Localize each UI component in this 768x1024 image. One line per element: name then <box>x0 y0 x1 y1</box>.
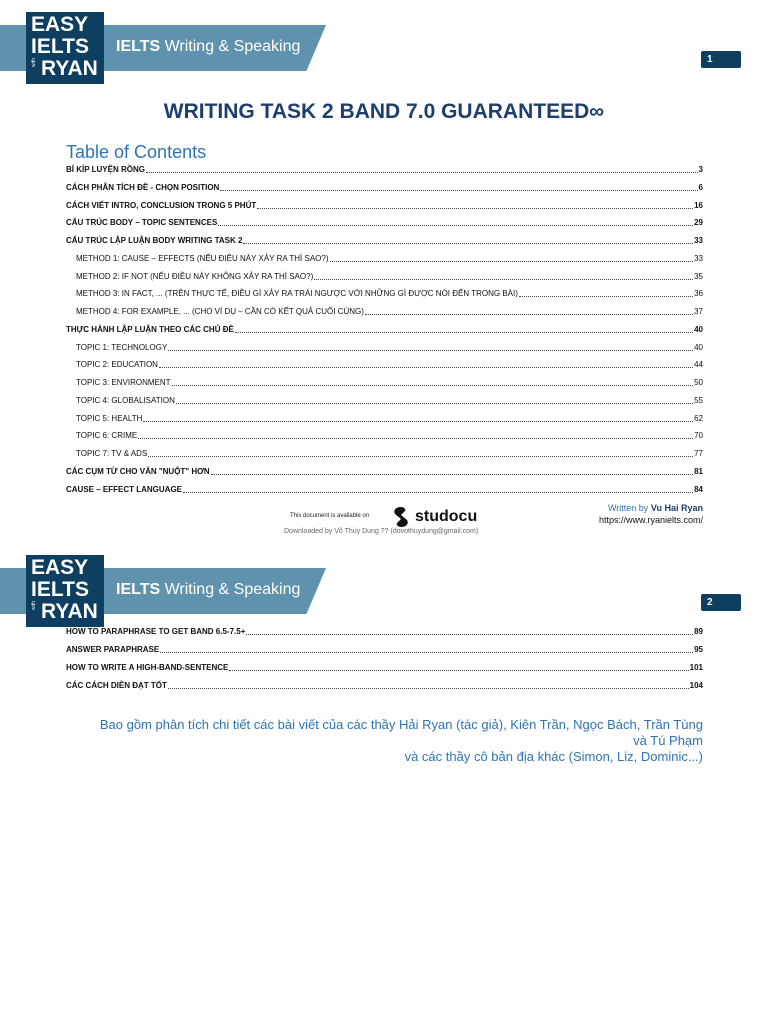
logo-line-ielts: IELTS <box>31 35 89 58</box>
studocu-brand-text: studocu <box>415 508 478 525</box>
toc-entry[interactable] <box>66 233 703 246</box>
toc-entry-page: 37 <box>694 307 703 316</box>
page1-header <box>0 0 768 90</box>
toc-leader-dots <box>172 384 694 386</box>
toc-entry[interactable] <box>66 624 703 637</box>
toc-entry-page: 36 <box>694 289 703 299</box>
toc-entry[interactable] <box>66 482 703 495</box>
toc-leader-dots <box>160 651 693 653</box>
toc-entry-page: 40 <box>694 342 703 352</box>
logo-line-ielts: IELTS <box>31 578 89 601</box>
toc-leader-dots <box>330 260 694 262</box>
toc-entry[interactable] <box>66 464 703 477</box>
toc-entry-title: CẤU TRÚC BODY – TOPIC SENTENCES <box>66 218 218 228</box>
toc-entry[interactable] <box>76 446 703 459</box>
toc-entry[interactable] <box>76 375 703 388</box>
header-tagline <box>116 37 300 57</box>
studocu-logo-icon <box>390 506 412 528</box>
toc-entry-title: METHOD 1: CAUSE – EFFECTS (NẾU ĐIỀU NÀY XẢY RA THÌ SAO?) <box>76 253 329 263</box>
toc-entry[interactable] <box>76 251 703 264</box>
page-number-badge: 1 <box>701 51 741 68</box>
page2-header <box>0 543 768 633</box>
logo-with: with <box>31 58 37 67</box>
toc-leader-dots <box>148 455 693 457</box>
toc-leader-dots <box>519 295 693 297</box>
toc-entry-page: 33 <box>694 253 703 263</box>
toc-entry[interactable] <box>76 393 703 406</box>
toc-leader-dots <box>211 473 693 475</box>
toc-leader-dots <box>168 349 693 351</box>
description <box>66 717 703 765</box>
toc-entry-page: 35 <box>694 271 703 281</box>
toc-entry-page: 50 <box>694 378 703 387</box>
toc-entry-title: CẤU TRÚC LẬP LUẬN BODY WRITING TASK 2 <box>66 236 243 245</box>
toc-leader-dots <box>246 633 693 635</box>
written-by-block <box>599 502 703 526</box>
toc-heading: Table of Contents <box>66 142 207 162</box>
toc-leader-dots <box>257 207 693 209</box>
tagline-rest: Writing & Speaking <box>160 38 301 55</box>
toc-leader-dots <box>159 366 693 368</box>
toc-entry[interactable] <box>76 304 703 317</box>
toc-entry-page: 77 <box>694 449 703 458</box>
toc-entry-page: 104 <box>689 681 703 690</box>
toc-entry-title: CÁCH VIẾT INTRO, CONCLUSION TRONG 5 PHÚT <box>66 200 257 210</box>
toc-entry-title: THỰC HÀNH LẬP LUẬN THEO CÁC CHỦ ĐỀ <box>66 324 234 334</box>
toc-entry[interactable] <box>76 411 703 424</box>
toc-leader-dots <box>183 491 693 493</box>
toc-entry-page: 81 <box>694 466 703 476</box>
toc-entry-page: 101 <box>689 663 703 672</box>
toc-leader-dots <box>365 313 693 315</box>
toc-entry-title: CÁC CỤM TỪ CHO VĂN "NUỘT" HƠN <box>66 466 210 476</box>
toc-entry[interactable] <box>66 180 703 193</box>
toc-leader-dots <box>143 420 693 422</box>
toc-leader-dots <box>243 242 693 244</box>
logo-line-ryan: RYAN <box>41 600 98 623</box>
toc-entry-title: BÍ KÍP LUYỆN RỒNG <box>66 165 145 174</box>
toc-entry-title: METHOD 2: IF NOT (NẾU ĐIỀU NÀY KHÔNG XẢY RA THÌ SAO?) <box>76 271 314 281</box>
toc-entry-title: TOPIC 6: CRIME <box>76 431 138 441</box>
toc-entry-title: TOPIC 5: HEALTH <box>76 413 143 423</box>
toc-entry-page: 40 <box>694 324 703 334</box>
toc-entry-page: 62 <box>694 413 703 423</box>
toc-entry-title: ANSWER PARAPHRASE <box>66 645 160 654</box>
written-by-label: Written by <box>607 503 651 513</box>
toc-entry[interactable] <box>66 678 703 691</box>
toc-leader-dots <box>176 402 693 404</box>
written-by-line <box>599 502 703 514</box>
toc-entry-title: HOW TO PARAPHRASE TO GET BAND 6.5-7.5+ <box>66 627 246 636</box>
author-name: Vu Hai Ryan <box>650 503 703 513</box>
easy-ielts-ryan-logo <box>26 555 104 627</box>
toc-entry-page: 95 <box>694 645 703 654</box>
toc-entry-page: 29 <box>694 218 703 228</box>
toc-entry-page: 84 <box>694 484 703 494</box>
description-line: và Tú Phạm <box>633 733 703 748</box>
header-tagline <box>116 580 300 600</box>
toc-entry-title: TOPIC 2: EDUCATION <box>76 360 158 370</box>
toc-entry[interactable] <box>66 322 703 335</box>
toc-leader-dots <box>220 189 697 191</box>
toc-leader-dots <box>314 278 693 280</box>
toc-entry-title: TOPIC 3: ENVIRONMENT <box>76 378 171 387</box>
toc-entry-title: TOPIC 7: TV & ADS <box>76 449 148 458</box>
toc-entry[interactable] <box>66 198 703 211</box>
studocu-watermark <box>284 505 510 545</box>
toc-entry-title: TOPIC 1: TECHNOLOGY <box>76 342 168 352</box>
toc-entry-title: HOW TO WRITE A HIGH-BAND-SENTENCE <box>66 663 229 672</box>
studocu-brand <box>390 506 477 528</box>
toc-entry[interactable] <box>66 642 703 655</box>
easy-ielts-ryan-logo <box>26 12 104 84</box>
toc-leader-dots <box>138 437 693 439</box>
description-line: và các thầy cô bản địa khác (Simon, Liz, Dominic...) <box>404 749 703 764</box>
toc-entry[interactable] <box>76 340 703 353</box>
toc-entry-title: CÁC CÁCH DIỄN ĐẠT TỐT <box>66 681 167 690</box>
tagline-rest: Writing & Speaking <box>160 581 301 598</box>
tagline-bold: IELTS <box>116 38 161 55</box>
toc-leader-dots <box>146 171 698 173</box>
toc-entry-title: TOPIC 4: GLOBALISATION <box>76 395 175 405</box>
toc-entry[interactable] <box>76 357 703 370</box>
toc-entry[interactable] <box>76 286 703 299</box>
toc-entry-page: 33 <box>694 236 703 245</box>
tagline-bold: IELTS <box>116 581 161 598</box>
toc-entry-page: 44 <box>694 360 703 370</box>
page-number-badge: 2 <box>701 594 741 611</box>
toc-entry[interactable] <box>76 269 703 282</box>
toc-entry-title: CÁCH PHÂN TÍCH ĐỀ - CHỌN POSITION <box>66 182 220 192</box>
toc-leader-dots <box>168 687 689 689</box>
toc-entry-title: METHOD 3: IN FACT, ... (TRÊN THỰC TẾ, ĐIỀU GÌ XẢY RA TRÁI NGƯỢC VỚI NHỮNG GÌ ĐƯỢC NÓI ĐẾN TRONG BÀI) <box>76 289 518 299</box>
logo-with: with <box>31 601 37 610</box>
toc-entry-page: 16 <box>694 200 703 210</box>
website-link[interactable]: https://www.ryanielts.com/ <box>598 515 703 525</box>
toc-leader-dots <box>235 331 693 333</box>
toc-entry-page: 3 <box>698 165 703 174</box>
downloaded-by-text: Downloaded by Võ Thùy Dung ?? (dovothuydung@gmail.com) <box>284 528 479 535</box>
toc-leader-dots <box>218 224 693 226</box>
toc-entry-page: 89 <box>694 627 703 636</box>
toc-entry[interactable] <box>76 428 703 441</box>
toc-entry-page: 70 <box>694 431 703 441</box>
toc-entry-page: 6 <box>698 182 703 192</box>
description-line: Bao gồm phân tích chi tiết các bài viết của các thầy Hải Ryan (tác giả), Kiên Trần, Ngọc Bách, Trần Tùng <box>99 717 703 732</box>
toc-entry[interactable] <box>66 215 703 228</box>
toc-entry-title: CAUSE – EFFECT LANGUAGE <box>66 484 183 494</box>
toc-entry[interactable] <box>66 162 703 175</box>
document-title: WRITING TASK 2 BAND 7.0 GUARANTEED∞ <box>163 100 605 123</box>
toc-entry-title: METHOD 4: FOR EXAMPLE, ... (CHO VÍ DỤ – CẦN CÓ KẾT QUẢ CUỐI CÙNG) <box>76 307 364 316</box>
logo-line-ryan: RYAN <box>41 57 98 80</box>
toc-entry-page: 55 <box>694 395 703 405</box>
logo-line-easy: EASY <box>31 556 89 579</box>
toc-entry[interactable] <box>66 660 703 673</box>
logo-line-easy: EASY <box>31 13 89 36</box>
toc-leader-dots <box>229 669 688 671</box>
studocu-available-text: This document is available on <box>290 513 370 519</box>
